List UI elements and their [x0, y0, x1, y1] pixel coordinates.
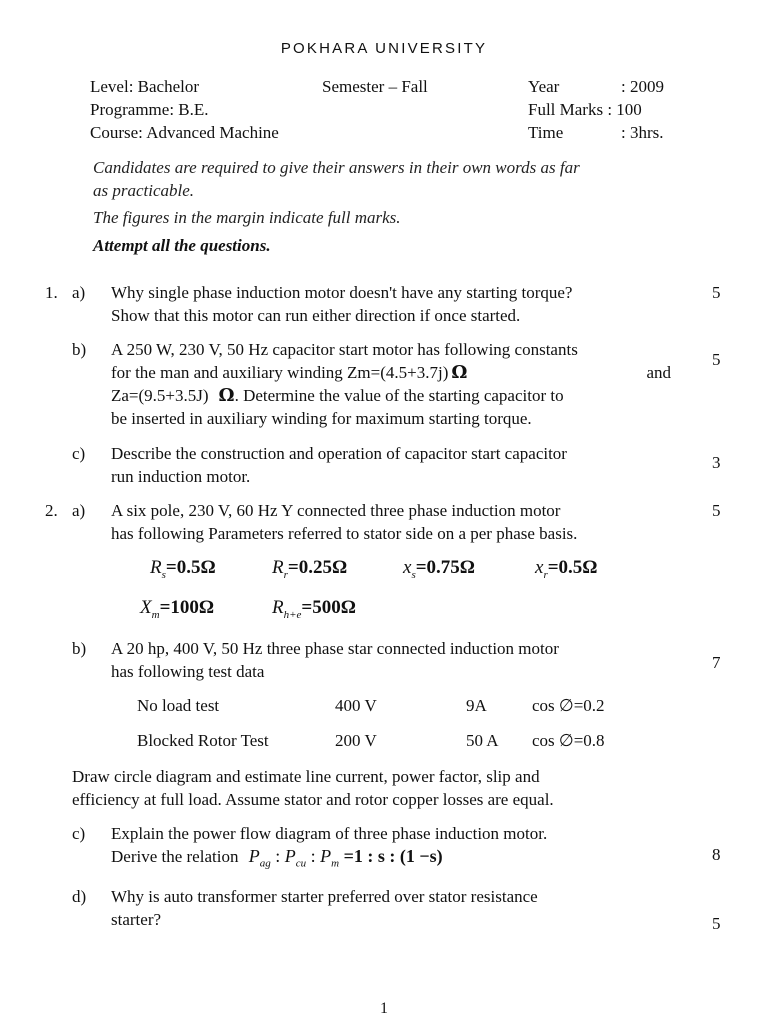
equation-rr [272, 557, 347, 581]
test-current: 50 A [466, 731, 499, 750]
question-1a-letter: a) [72, 283, 86, 302]
ohm-symbol: Ω [451, 362, 468, 383]
instruction-2: The figures in the margin indicate full marks. [93, 208, 401, 227]
question-1b-line3a: Za=(9.5+3.5J) [111, 386, 209, 405]
attempt-all: Attempt all the questions. [93, 236, 271, 255]
question-1b-line3b: . Determine the value of the starting capacitor to [234, 386, 564, 405]
rhe-symbol: R [272, 597, 284, 618]
xr-sub: r [543, 568, 548, 581]
equation-rs [150, 557, 216, 581]
rs-sub: s [161, 568, 166, 581]
question-1b-line2 [111, 361, 671, 384]
xs-symbol: x [403, 557, 412, 578]
course: Course: Advanced Machine [90, 123, 279, 142]
instruction-1a: Candidates are required to give their answers in their own words as far [93, 158, 580, 177]
question-1a-line2: Show that this motor can run either direction if once started. [111, 306, 521, 325]
question-2c-marks: 8 [712, 845, 721, 864]
question-1b-line4: be inserted in auxiliary winding for maximum starting torque. [111, 409, 532, 428]
question-1c-marks: 3 [712, 453, 721, 472]
relation-sep: : [306, 846, 321, 866]
relation-sep: : [270, 846, 285, 866]
test-voltage: 400 V [335, 696, 377, 715]
rr-symbol: R [272, 557, 284, 578]
equation-xs [403, 557, 475, 581]
xr-value: =0.5Ω [547, 557, 598, 578]
instruction-1b: as practicable. [93, 181, 195, 200]
question-2d-letter: d) [72, 887, 87, 906]
question-1a-line1: Why single phase induction motor doesn't have any starting torque? [111, 283, 573, 302]
level: Level: Bachelor [90, 77, 200, 96]
question-1b-text [111, 338, 671, 430]
year-label: Year [528, 77, 560, 96]
pcu-symbol: P [284, 846, 296, 866]
question-2b-after [72, 765, 671, 811]
question-2b-after2: efficiency at full load. Assume stator and rotor copper losses are equal. [72, 790, 554, 809]
question-2a-letter: a) [72, 501, 86, 520]
year-value: : 2009 [621, 77, 664, 96]
time-label: Time [528, 123, 564, 142]
question-2a-line2: has following Parameters referred to stator side on a per phase basis. [111, 524, 578, 543]
question-1c-letter: c) [72, 444, 86, 463]
question-2c-text [111, 822, 671, 876]
relation-rhs: =1 : s : (1 −s) [339, 846, 443, 866]
question-1b-line1: A 250 W, 230 V, 50 Hz capacitor start motor has following constants [111, 340, 578, 359]
page-number: 1 [380, 1000, 388, 1017]
time-value: : 3hrs. [621, 123, 664, 142]
question-2b-line1: A 20 hp, 400 V, 50 Hz three phase star connected induction motor [111, 639, 559, 658]
test-pf: cos ∅=0.8 [532, 731, 605, 750]
rs-symbol: R [150, 557, 162, 578]
equation-rhe [272, 597, 356, 621]
question-1b-line3 [111, 384, 671, 407]
question-1b-letter: b) [72, 340, 87, 359]
power-relation [248, 846, 443, 870]
xr-symbol: x [535, 557, 544, 578]
xs-value: =0.75Ω [415, 557, 476, 578]
question-1c-line2: run induction motor. [111, 467, 251, 486]
question-2a-line1: A six pole, 230 V, 60 Hz Y connected three phase induction motor [111, 501, 561, 520]
question-2b-letter: b) [72, 639, 87, 658]
question-2d-line2: starter? [111, 910, 162, 929]
semester: Semester – Fall [322, 77, 428, 96]
question-2d-line1: Why is auto transformer starter preferred over stator resistance [111, 887, 538, 906]
pag-symbol: P [248, 846, 260, 866]
question-2b-marks: 7 [712, 653, 721, 672]
question-2b-text [111, 637, 671, 683]
test-current: 9A [466, 696, 487, 715]
question-1b-line2b: and [646, 363, 671, 382]
programme: Programme: B.E. [90, 100, 209, 119]
question-2d-text [111, 885, 671, 931]
test-name: Blocked Rotor Test [137, 731, 269, 750]
pag-sub: ag [259, 857, 271, 870]
question-1c-text [111, 442, 671, 488]
xm-value: =100Ω [159, 597, 215, 618]
question-2b-after1: Draw circle diagram and estimate line current, power factor, slip and [72, 767, 540, 786]
rr-value: =0.25Ω [287, 557, 348, 578]
rs-value: =0.5Ω [165, 557, 216, 578]
question-2-number: 2. [45, 501, 58, 520]
question-1a-marks: 5 [712, 283, 721, 302]
instruction-1 [93, 156, 678, 202]
pcu-sub: cu [295, 857, 307, 870]
question-2a-marks: 5 [712, 501, 721, 520]
question-2a-text [111, 499, 671, 545]
question-2c-line2 [111, 845, 671, 876]
pm-sub: m [331, 857, 340, 870]
xm-symbol: X [140, 597, 152, 618]
question-1b-line2a: for the man and auxiliary winding Zm=(4.5+3.7j) [111, 363, 449, 382]
xm-sub: m [151, 608, 160, 621]
question-1b-marks: 5 [712, 350, 721, 369]
test-voltage: 200 V [335, 731, 377, 750]
question-2c-line2-text: Derive the relation [111, 847, 239, 866]
equation-xm [140, 597, 214, 621]
test-pf: cos ∅=0.2 [532, 696, 605, 715]
full-marks: Full Marks : 100 [528, 100, 642, 119]
question-2c-letter: c) [72, 824, 86, 843]
xs-sub: s [411, 568, 416, 581]
ohm-symbol: Ω [218, 385, 235, 406]
equation-xr [535, 557, 598, 581]
rhe-sub: h+e [283, 608, 302, 621]
rr-sub: r [283, 568, 288, 581]
question-1c-line1: Describe the construction and operation of capacitor start capacitor [111, 444, 567, 463]
rhe-value: =500Ω [301, 597, 356, 618]
pm-symbol: P [320, 846, 332, 866]
test-name: No load test [137, 696, 220, 715]
question-2d-marks: 5 [712, 914, 721, 933]
question-1a-text [111, 281, 671, 327]
question-2c-line1: Explain the power flow diagram of three phase induction motor. [111, 824, 548, 843]
university-title: POKHARA UNIVERSITY [280, 40, 488, 57]
question-2b-line2: has following test data [111, 662, 265, 681]
question-1-number: 1. [45, 283, 58, 302]
